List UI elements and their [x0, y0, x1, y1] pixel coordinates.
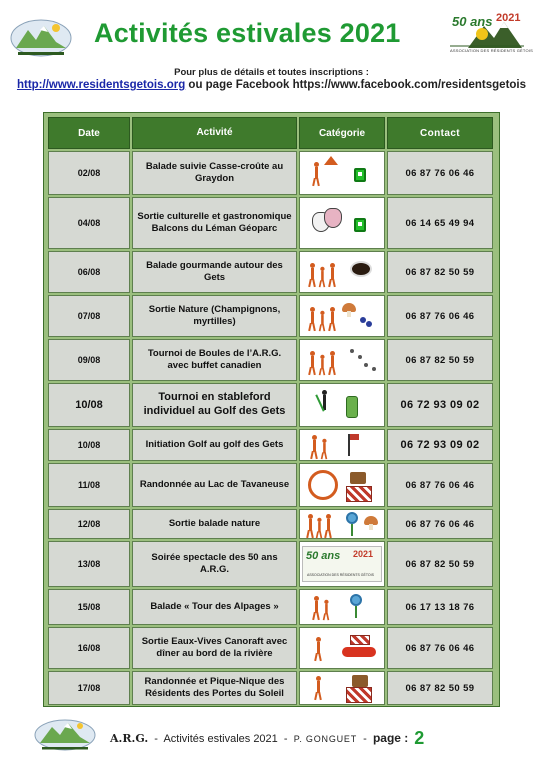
activity-cell: Balade « Tour des Alpages » [132, 589, 297, 625]
logo-fifty-text: 50 ans [306, 550, 341, 562]
blueberry-icon [366, 321, 372, 327]
hiker-icon [312, 162, 320, 186]
table-row [44, 383, 499, 427]
contact-cell: 06 87 76 06 46 [387, 627, 493, 669]
association-logo-icon [34, 715, 96, 755]
category-cell [299, 541, 385, 587]
category-cell [299, 339, 385, 381]
contact-cell: 06 72 93 09 02 [387, 383, 493, 427]
date-cell: 06/08 [48, 251, 130, 293]
family-icon [308, 351, 316, 375]
picnic-basket-icon [350, 472, 366, 484]
logo-sub-text: ASSOCIATION DES RÉSIDENTS GÉTOIS [450, 48, 533, 53]
petanque-balls-icon [364, 363, 368, 367]
golf-bag-icon [346, 396, 358, 418]
category-cell [299, 197, 385, 249]
hiker-circle-icon [308, 470, 338, 500]
family-icon [328, 351, 336, 375]
activity-cell: Sortie Nature (Champignons, myrtilles) [132, 295, 297, 337]
table-row [44, 509, 499, 539]
logo-year-text: 2021 [496, 12, 521, 24]
date-cell: 16/08 [48, 627, 130, 669]
activity-cell: Tournoi de Boules de l’A.R.G. avec buffet canadien [132, 339, 297, 381]
family-icon [319, 311, 326, 331]
picnic-basket-icon [346, 687, 372, 703]
contact-cell: 06 87 76 06 46 [387, 509, 493, 539]
flower-icon [346, 512, 358, 524]
table-row [44, 463, 499, 507]
activity-cell: Balade gourmande autour des Gets [132, 251, 297, 293]
family-icon [323, 600, 330, 620]
date-cell: 17/08 [48, 671, 130, 705]
table-row [44, 541, 499, 587]
date-cell: 10/08 [48, 383, 130, 427]
column-header-activity: Activité [132, 117, 297, 149]
contact-cell: 06 87 82 50 59 [387, 339, 493, 381]
contact-cell: 06 17 13 18 76 [387, 589, 493, 625]
category-cell [299, 383, 385, 427]
activity-cell: Tournoi en stableford individuel au Golf des Gets [132, 383, 297, 427]
raft-icon [342, 647, 376, 657]
cup-icon [354, 168, 366, 182]
table-row [44, 197, 499, 249]
contact-cell: 06 87 82 50 59 [387, 251, 493, 293]
family-icon [312, 596, 320, 620]
flower-stem [355, 606, 357, 618]
table-row [44, 671, 499, 705]
theatre-masks-icon [324, 208, 342, 228]
table-row [44, 339, 499, 381]
date-cell: 04/08 [48, 197, 130, 249]
contact-cell: 06 87 76 06 46 [387, 463, 493, 507]
category-cell [299, 429, 385, 461]
table-row [44, 627, 499, 669]
petanque-balls-icon [350, 349, 354, 353]
page-footer [110, 728, 424, 749]
category-cell [299, 627, 385, 669]
table-row [44, 429, 499, 461]
category-cell [299, 463, 385, 507]
date-cell: 15/08 [48, 589, 130, 625]
mushroom-icon [364, 516, 378, 525]
table-row [44, 589, 499, 625]
category-cell [299, 509, 385, 539]
info-links [0, 79, 543, 91]
family-icon [308, 263, 316, 287]
activity-cell: Balade suivie Casse-croûte au Graydon [132, 151, 297, 195]
activity-cell: Sortie culturelle et gastronomique Balcons du Léman Géoparc [132, 197, 297, 249]
coffee-bowl-icon [350, 261, 372, 277]
category-cell [299, 151, 385, 195]
flower-icon [350, 594, 362, 606]
logo-sub-text: ASSOCIATION DES RÉSIDENTS GÉTOIS [307, 573, 374, 577]
website-link[interactable]: http://www.residentsgetois.org [16, 79, 186, 91]
activity-cell: Randonnée au Lac de Tavaneuse [132, 463, 297, 507]
family-icon [319, 267, 326, 287]
date-cell: 10/08 [48, 429, 130, 461]
date-cell: 07/08 [48, 295, 130, 337]
footer-separator: - [148, 733, 164, 745]
hiker-icon [314, 637, 322, 661]
logo-fifty-text: 50 ans [452, 14, 493, 29]
activity-cell: Sortie balade nature [132, 509, 297, 539]
table-row [44, 151, 499, 195]
date-cell: 02/08 [48, 151, 130, 195]
family-icon [324, 514, 332, 538]
mushroom-icon [342, 303, 356, 312]
golf-flag-icon [348, 434, 350, 456]
petanque-balls-icon [372, 367, 376, 371]
table-row [44, 251, 499, 293]
anniversary-logo-icon [448, 8, 533, 60]
category-cell [299, 671, 385, 705]
category-cell [299, 295, 385, 337]
picnic-basket-icon [346, 486, 372, 502]
family-icon [306, 514, 314, 538]
contact-cell: 06 87 82 50 59 [387, 671, 493, 705]
date-cell: 09/08 [48, 339, 130, 381]
facebook-text: ou page Facebook https://www.facebook.com/residentsgetois [185, 79, 527, 91]
picnic-basket-icon [352, 675, 368, 687]
footer-separator: - [357, 733, 373, 745]
petanque-balls-icon [358, 355, 362, 359]
activity-cell: Soirée spectacle des 50 ans A.R.G. [132, 541, 297, 587]
table-row [44, 295, 499, 337]
category-cell [299, 251, 385, 293]
footer-author: P. GONGUET [293, 734, 358, 744]
golfer-icon [318, 390, 332, 420]
blueberry-icon [360, 317, 366, 323]
info-line: Pour plus de détails et toutes inscriptions : [174, 67, 369, 78]
mountain-icon [324, 156, 338, 165]
activity-cell: Randonnée et Pique-Nique des Résidents des Portes du Soleil [132, 671, 297, 705]
contact-cell: 06 72 93 09 02 [387, 429, 493, 461]
picnic-basket-icon [350, 635, 370, 645]
activity-cell: Sortie Eaux-Vives Canoraft avec dîner au bord de la rivière [132, 627, 297, 669]
flower-stem [351, 524, 353, 536]
table-header-row [44, 117, 499, 149]
contact-cell: 06 87 76 06 46 [387, 295, 493, 337]
cup-icon [354, 218, 366, 232]
contact-cell: 06 14 65 49 94 [387, 197, 493, 249]
date-cell: 11/08 [48, 463, 130, 507]
footer-label: Activités estivales 2021 [163, 733, 278, 745]
activity-cell: Initiation Golf au golf des Gets [132, 429, 297, 461]
contact-cell: 06 87 82 50 59 [387, 541, 493, 587]
date-cell: 12/08 [48, 509, 130, 539]
anniversary-logo-icon [302, 546, 382, 582]
hiker-icon [314, 676, 322, 700]
family-icon [328, 307, 336, 331]
footer-arg: A.R.G. [110, 732, 149, 745]
footer-separator: - [277, 733, 294, 745]
logo-year-text: 2021 [353, 549, 374, 559]
activities-table [43, 112, 500, 707]
page-number: 2 [414, 728, 425, 748]
family-icon [316, 518, 323, 538]
category-cell [299, 589, 385, 625]
contact-cell: 06 87 76 06 46 [387, 151, 493, 195]
date-cell: 13/08 [48, 541, 130, 587]
column-header-contact: Contact [387, 117, 493, 149]
family-icon [319, 355, 326, 375]
family-icon [328, 263, 336, 287]
family-icon [321, 439, 328, 459]
family-icon [308, 307, 316, 331]
column-header-date: Date [48, 117, 130, 149]
association-logo-icon [10, 14, 72, 62]
page-title: Activités estivales 2021 [94, 18, 401, 48]
family-icon [310, 435, 318, 459]
footer-page-label: page : [372, 731, 409, 745]
column-header-category: Catégorie [299, 117, 385, 149]
